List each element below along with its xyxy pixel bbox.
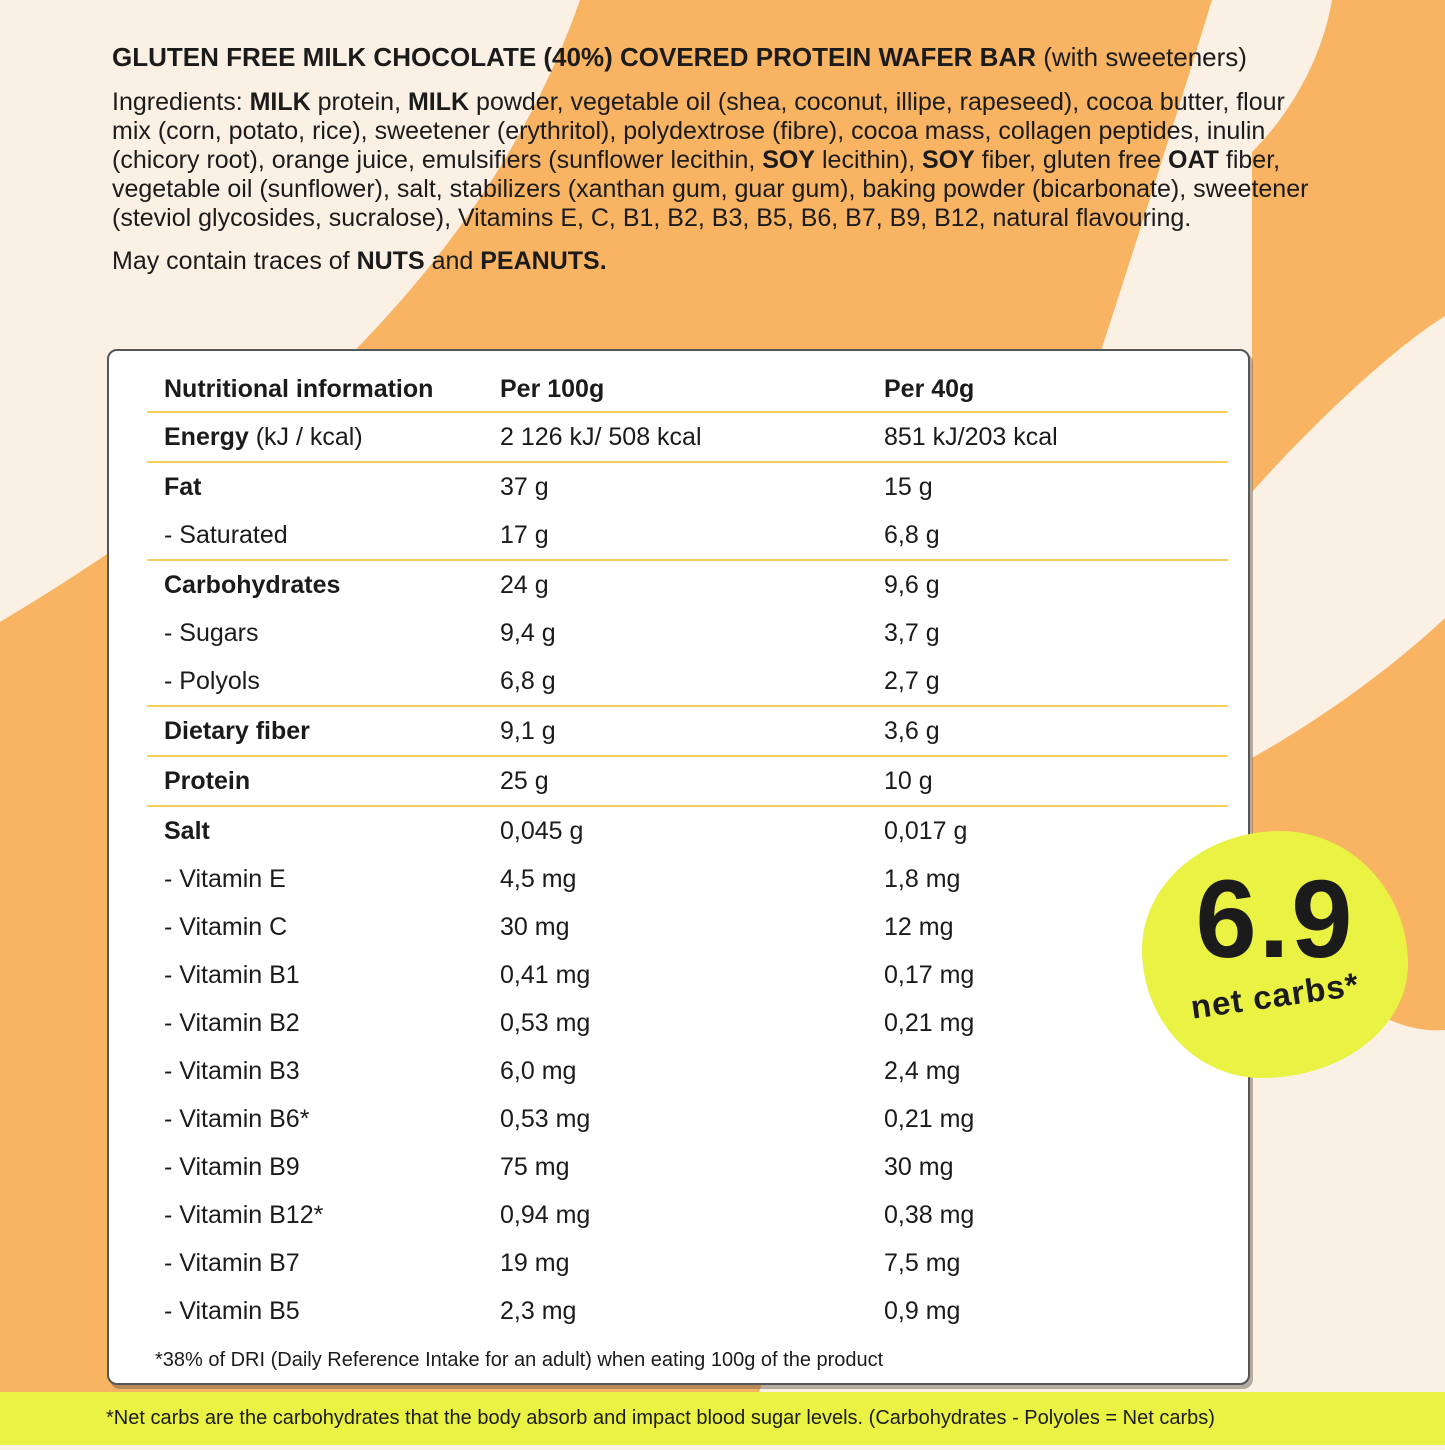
table-row [147, 511, 1228, 559]
row-value-per-40g: 0,21 mg [884, 1008, 975, 1037]
table-row [147, 951, 1228, 999]
table-row [147, 855, 1228, 903]
row-label: - Vitamin B7 [164, 1248, 300, 1277]
row-value-per-100g: 6,8 g [500, 666, 556, 695]
ingredients-paragraph: Ingredients: MILK protein, MILK powder, vegetable oil (shea, coconut, illipe, rapeseed), cocoa butter, flour mix (corn, potato, rice), sweetener (erythritol), polydextrose (fibre), cocoa mass, collagen peptides, inulin (chicory root), orange juice, emulsifiers (sunflower lecithin, SOY lecithin), SOY fiber, gluten free OAT fiber, vegetable oil (sunflower), salt, stabilizers (xanthan gum, guar gum), baking powder (bicarbonate), sweetener (steviol glycosides, sucralose), Vitamins E, C, B1, B2, B3, B5, B6, B7, B9, B12, natural flavouring. [112, 88, 1309, 232]
net-carbs-value: 6.9 [1195, 858, 1355, 981]
table-row [147, 1191, 1228, 1239]
table-row [147, 1095, 1228, 1143]
row-value-per-100g: 30 mg [500, 912, 570, 941]
table-body [147, 413, 1228, 1335]
row-value-per-40g: 12 mg [884, 912, 954, 941]
row-value-per-100g: 0,41 mg [500, 960, 591, 989]
table-row [147, 707, 1228, 755]
row-value-per-100g: 0,94 mg [500, 1200, 591, 1229]
row-value-per-40g: 7,5 mg [884, 1248, 961, 1277]
dri-footnote: *38% of DRI (Daily Reference Intake for an adult) when eating 100g of the product [155, 1349, 884, 1371]
table-row [147, 1047, 1228, 1095]
row-value-per-100g: 9,4 g [500, 618, 556, 647]
row-value-per-100g: 0,53 mg [500, 1104, 591, 1133]
row-value-per-100g: 24 g [500, 570, 549, 599]
net-carbs-definition-text: *Net carbs are the carbohydrates that the body absorb and impact blood sugar levels. (Carbohydrates - Polyoles = Net carbs) [106, 1407, 1215, 1429]
row-label: - Vitamin B2 [164, 1008, 300, 1037]
row-value-per-40g: 1,8 mg [884, 864, 961, 893]
row-value-per-40g: 10 g [884, 766, 933, 795]
table-row [147, 999, 1228, 1047]
table-header-row [147, 367, 1228, 411]
row-label: - Sugars [164, 618, 259, 647]
row-value-per-40g: 0,17 mg [884, 960, 975, 989]
row-value-per-40g: 15 g [884, 472, 933, 501]
row-label-suffix: (kJ / kcal) [248, 422, 363, 451]
row-value-per-100g: 25 g [500, 766, 549, 795]
row-value-per-40g: 0,38 mg [884, 1200, 975, 1229]
row-value-per-100g: 17 g [500, 520, 549, 549]
row-value-per-100g: 19 mg [500, 1248, 570, 1277]
table-row [147, 609, 1228, 657]
row-label: Dietary fiber [164, 716, 310, 745]
table-row [147, 657, 1228, 705]
row-value-per-40g: 9,6 g [884, 570, 940, 599]
row-label: - Vitamin B12* [164, 1200, 324, 1229]
row-value-per-100g: 4,5 mg [500, 864, 577, 893]
row-label: - Vitamin B1 [164, 960, 300, 989]
row-value-per-40g: 6,8 g [884, 520, 940, 549]
table-row [147, 807, 1228, 855]
row-value-per-40g: 30 mg [884, 1152, 954, 1181]
row-label: Carbohydrates [164, 570, 341, 599]
row-label: Salt [164, 816, 210, 845]
row-value-per-40g: 2,7 g [884, 666, 940, 695]
row-value-per-100g: 0,53 mg [500, 1008, 591, 1037]
row-value-per-100g: 2,3 mg [500, 1296, 577, 1325]
row-label: Protein [164, 766, 251, 795]
row-value-per-40g: 0,21 mg [884, 1104, 975, 1133]
row-value-per-100g: 75 mg [500, 1152, 570, 1181]
row-value-per-40g: 3,7 g [884, 618, 940, 647]
row-value-per-100g: 0,045 g [500, 816, 584, 845]
row-value-per-100g: 6,0 mg [500, 1056, 577, 1085]
row-value-per-100g: 2 126 kJ/ 508 kcal [500, 422, 702, 451]
table-row [147, 413, 1228, 461]
intro-text-block [112, 42, 1328, 276]
row-label: - Vitamin C [164, 912, 288, 941]
row-label: Fat [164, 472, 202, 501]
row-label: - Vitamin B6* [164, 1104, 310, 1133]
net-carbs-definition-bar [0, 1392, 1445, 1445]
row-value-per-40g: 0,9 mg [884, 1296, 961, 1325]
allergen-note: May contain traces of NUTS and PEANUTS. [112, 247, 607, 275]
table-row [147, 463, 1228, 511]
table-row [147, 561, 1228, 609]
row-value-per-100g: 37 g [500, 472, 549, 501]
table-row [147, 1143, 1228, 1191]
table-row [147, 903, 1228, 951]
row-label: - Vitamin B9 [164, 1152, 300, 1181]
row-value-per-40g: 0,017 g [884, 816, 968, 845]
table-row [147, 1239, 1228, 1287]
nutrition-card [107, 349, 1250, 1385]
row-label: - Vitamin B3 [164, 1056, 300, 1085]
col-header-nutritional-information: Nutritional information [164, 374, 434, 403]
row-value-per-100g: 9,1 g [500, 716, 556, 745]
row-value-per-40g: 2,4 mg [884, 1056, 961, 1085]
net-carbs-badge [1142, 831, 1408, 1078]
row-label: - Vitamin E [164, 864, 286, 893]
row-label: Energy (kJ / kcal) [164, 422, 363, 451]
row-label: - Saturated [164, 520, 288, 549]
row-value-per-40g: 851 kJ/203 kcal [884, 422, 1058, 451]
row-label: - Vitamin B5 [164, 1296, 300, 1325]
col-header-per-40g: Per 40g [884, 374, 975, 403]
net-carbs-label: net carbs* [1188, 965, 1362, 1026]
product-title: GLUTEN FREE MILK CHOCOLATE (40%) COVERED PROTEIN WAFER BAR (with sweeteners) [112, 42, 1247, 72]
row-value-per-40g: 3,6 g [884, 716, 940, 745]
row-label: - Polyols [164, 666, 260, 695]
table-row [147, 1287, 1228, 1335]
col-header-per-100g: Per 100g [500, 374, 605, 403]
table-row [147, 757, 1228, 805]
